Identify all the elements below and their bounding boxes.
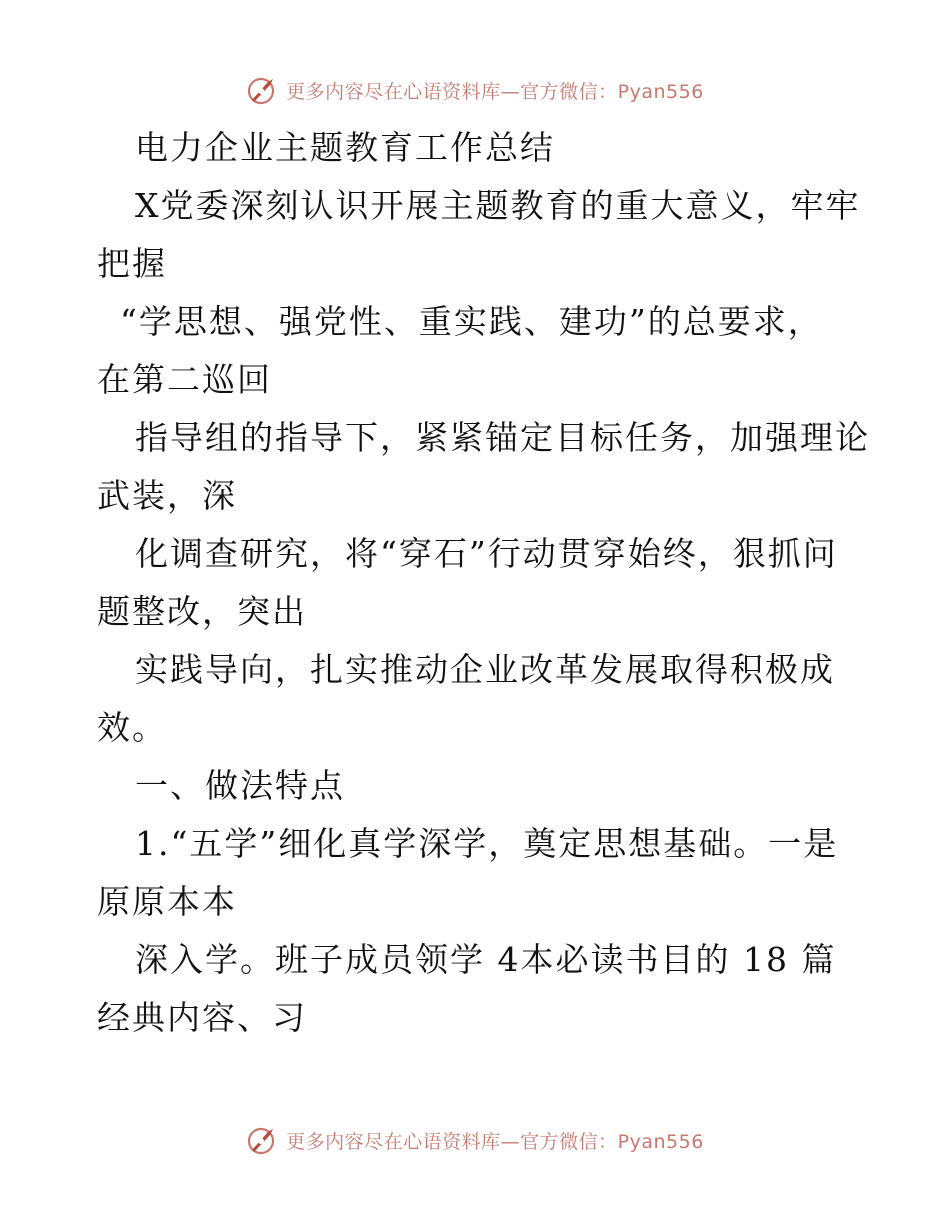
text-line: 武装，深 [97,476,237,515]
text-line: 1.“五学”细化真学深学，奠定思想基础。一是 [135,824,839,863]
text-line: “学思想、强党性、重实践、建功”的总要求， [120,302,823,341]
text-line: 深入学。班子成员领学 4本必读书目的 18 篇 [135,940,837,979]
text-line: 原原本本 [97,882,237,921]
watermark-text: 更多内容尽在心语资料库—官方微信：Pyan556 [286,1130,704,1153]
footer-watermark [0,1120,950,1160]
text-line: 题整改，突出 [97,592,307,631]
text-line: 化调查研究，将“穿石”行动贯穿始终，狠抓问 [135,534,838,573]
text-line: 在第二巡回 [97,360,272,399]
header-watermark [0,70,950,110]
text-line: 效。 [97,708,167,747]
text-line: 指导组的指导下，紧紧锚定目标任务，加强理论 [135,418,870,457]
text-line: X党委深刻认识开展主题教育的重大意义，牢牢 [135,186,861,225]
section-heading: 一、做法特点 [135,766,345,805]
watermark-text: 更多内容尽在心语资料库—官方微信：Pyan556 [286,80,704,103]
text-line: 经典内容、习 [97,998,307,1037]
text-line: 实践导向，扎实推动企业改革发展取得积极成 [135,650,835,689]
pen-logo-icon [246,1124,278,1156]
document-title: 电力企业主题教育工作总结 [135,128,555,167]
text-line: 把握 [97,244,167,283]
pen-logo-icon [246,74,278,106]
